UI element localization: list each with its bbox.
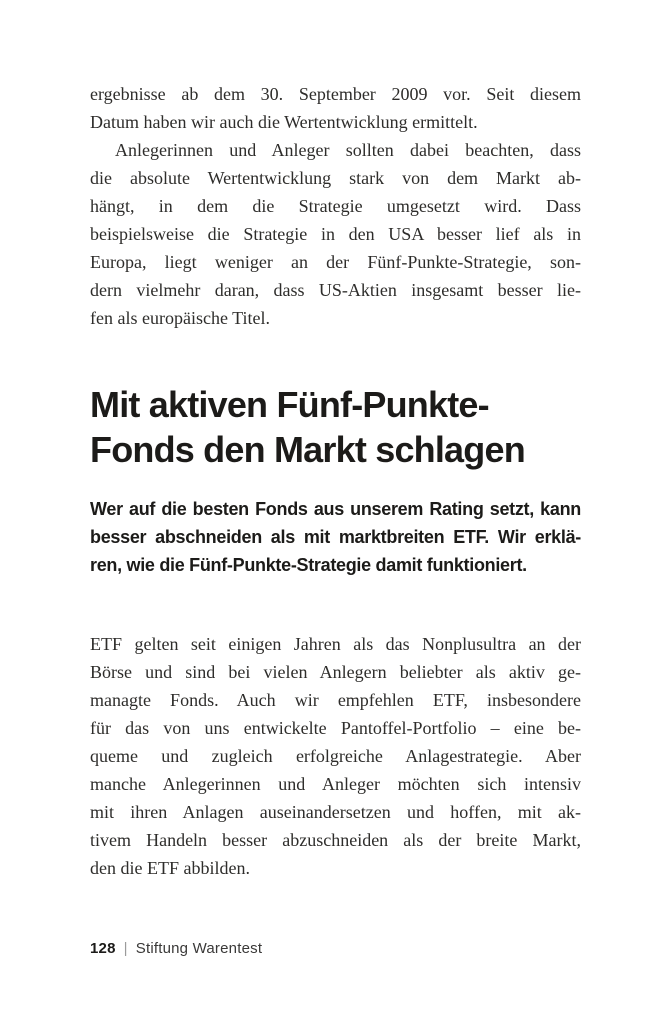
intro-paragraph xyxy=(90,80,581,332)
text-line: ETF gelten seit einigen Jahren als das Nonplusultra an der xyxy=(90,634,581,654)
chapter-heading-line: Fonds den Markt schlagen xyxy=(90,429,525,470)
body-paragraph xyxy=(90,630,581,882)
text-line: tivem Handeln besser abzuschneiden als der breite Markt, xyxy=(90,830,581,850)
page-footer xyxy=(90,940,581,957)
page-number: 128 xyxy=(90,940,116,957)
text-line: dern vielmehr daran, dass US-Aktien insgesamt besser lie- xyxy=(90,280,581,300)
text-line: manche Anlegerinnen und Anleger möchten sich intensiv xyxy=(90,774,581,794)
footer-divider: | xyxy=(123,940,128,957)
text-line: Börse und sind bei vielen Anlegern beliebter als aktiv ge- xyxy=(90,662,581,682)
teaser-line: besser abschneiden als mit marktbreiten ETF. Wir erklä- xyxy=(90,527,581,547)
text-line: queme und zugleich erfolgreiche Anlagestrategie. Aber xyxy=(90,746,581,766)
text-line: Europa, liegt weniger an der Fünf-Punkte-Strategie, son- xyxy=(90,252,581,272)
text-line: fen als europäische Titel. xyxy=(90,308,270,328)
text-line: die absolute Wertentwicklung stark von dem Markt ab- xyxy=(90,168,581,188)
teaser-paragraph xyxy=(90,495,581,579)
text-line: den die ETF abbilden. xyxy=(90,858,250,878)
text-line: Anlegerinnen und Anleger sollten dabei beachten, dass xyxy=(115,140,581,160)
text-line: ergebnisse ab dem 30. September 2009 vor. Seit diesem xyxy=(90,84,581,104)
text-line: managte Fonds. Auch wir empfehlen ETF, insbesondere xyxy=(90,690,581,710)
text-line: für das von uns entwickelte Pantoffel-Portfolio – eine be- xyxy=(90,718,581,738)
teaser-line: Wer auf die besten Fonds aus unserem Rating setzt, kann xyxy=(90,499,581,519)
text-line: beispielsweise die Strategie in den USA besser lief als in xyxy=(90,224,581,244)
chapter-heading-line: Mit aktiven Fünf-Punkte- xyxy=(90,384,489,425)
teaser-line: ren, wie die Fünf-Punkte-Strategie damit funktioniert. xyxy=(90,555,527,575)
text-line: mit ihren Anlagen auseinandersetzen und hoffen, mit ak- xyxy=(90,802,581,822)
text-line: hängt, in dem die Strategie umgesetzt wird. Dass xyxy=(90,196,581,216)
text-line: Datum haben wir auch die Wertentwicklung ermittelt. xyxy=(90,112,478,132)
publisher-name: Stiftung Warentest xyxy=(135,940,263,957)
chapter-heading xyxy=(90,382,581,472)
